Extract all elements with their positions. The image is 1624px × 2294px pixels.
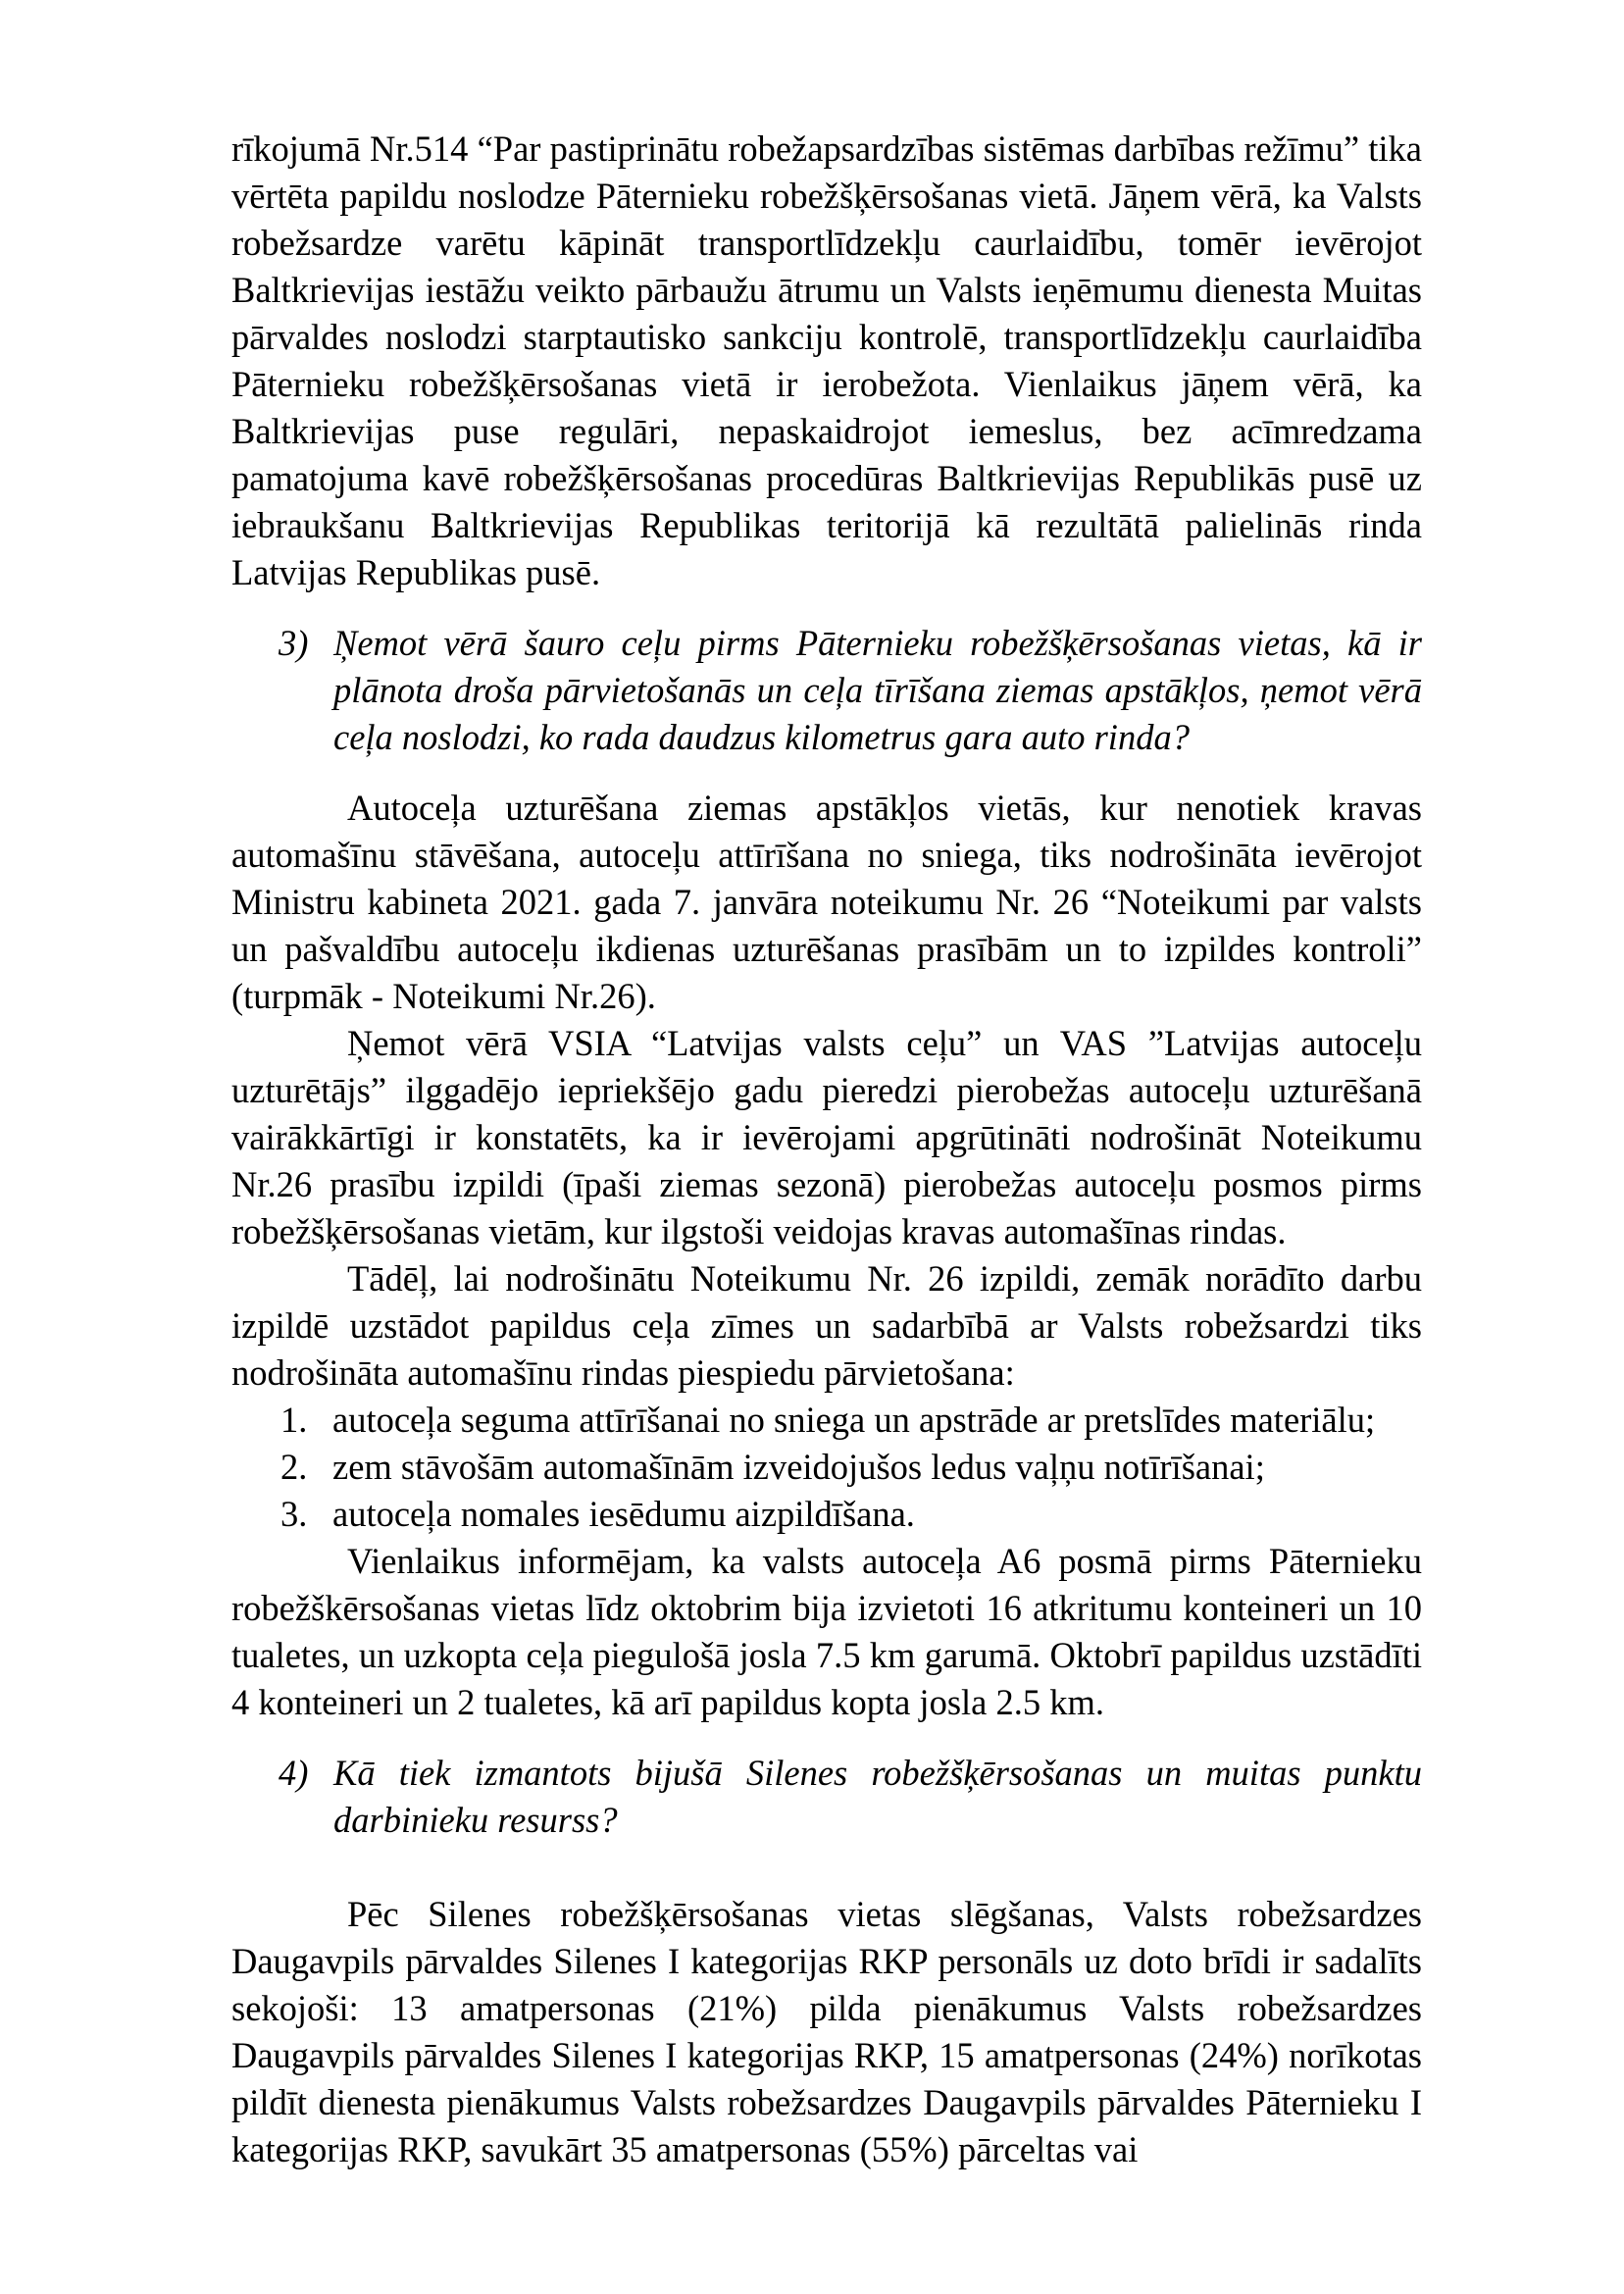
question-3-text: Ņemot vērā šauro ceļu pirms Pāternieku robežšķērsošanas vietas, kā ir plānota droša pārvietošanās un ceļa tīrīšana ziemas apstākļos, ņemot vērā ceļa noslodzi, ko rada daudzus kilometrus gara auto rinda? (333, 623, 1422, 757)
question-4 (231, 1750, 1422, 1844)
answer-4-paragraph-1: Pēc Silenes robežšķērsošanas vietas slēgšanas, Valsts robežsardzes Daugavpils pārvaldes Silenes I kategorijas RKP personāls uz doto brīdi ir sadalīts sekojoši: 13 amatpersonas (21%) pilda pienākumus Valsts robežsardzes Daugavpils pārvaldes Silenes I kategorijas RKP, 15 amatpersonas (24%) norīkotas pildīt dienesta pienākumus Valsts robežsardzes Daugavpils pārvaldes Pāternieku I kategorijas RKP, savukārt 35 amatpersonas (55%) pārceltas vai (231, 1894, 1422, 2169)
list-item (231, 1491, 1422, 1538)
answer-3-paragraph-3: Tādēļ, lai nodrošinātu Noteikumu Nr. 26 izpildi, zemāk norādīto darbu izpildē uzstādot papildus ceļa zīmes un sadarbībā ar Valsts robežsardzi tiks nodrošināta automašīnu rindas piespiedu pārvietošana: (231, 1258, 1422, 1393)
list-item-number: 2. (280, 1447, 308, 1487)
list-item-text: autoceļa seguma attīrīšanai no sniega un apstrāde ar pretslīdes materiālu; (332, 1400, 1376, 1440)
question-4-number: 4) (279, 1753, 309, 1793)
list-item-text: zem stāvošām automašīnām izveidojušos ledus vaļņu notīrīšanai; (332, 1447, 1265, 1487)
answer-3-paragraph-2: Ņemot vērā VSIA “Latvijas valsts ceļu” un VAS ”Latvijas autoceļu uzturētājs” ilggadējo iepriekšējo gadu pieredzi pierobežas autoceļu uzturēšanā vairākkārtīgi ir konstatēts, ka ir ievērojami apgrūtināti nodrošināt Noteikumu Nr.26 prasību izpildi (īpaši ziemas sezonā) pierobežas autoceļu posmos pirms robežšķērsošanas vietām, kur ilgstoši veidojas kravas automašīnas rindas. (231, 1023, 1422, 1251)
question-4-text: Kā tiek izmantots bijušā Silenes robežšķērsošanas un muitas punktu darbinieku resurss? (333, 1753, 1422, 1840)
measures-list (231, 1397, 1422, 1538)
answer-3-paragraph-1: Autoceļa uzturēšana ziemas apstākļos vietās, kur nenotiek kravas automašīnu stāvēšana, autoceļu attīrīšana no sniega, tiks nodrošināta ievērojot Ministru kabineta 2021. gada 7. janvāra noteikumu Nr. 26 “Noteikumi par valsts un pašvaldību autoceļu ikdienas uzturēšanas prasībām un to izpildes kontroli” (turpmāk - Noteikumi Nr.26). (231, 788, 1422, 1016)
paragraph-continuation: rīkojumā Nr.514 “Par pastiprinātu robežapsardzības sistēmas darbības režīmu” tika vērtēta papildu noslodze Pāternieku robežšķērsošanas vietā. Jāņem vērā, ka Valsts robežsardze varētu kāpināt transportlīdzekļu caurlaidību, tomēr ievērojot Baltkrievijas iestāžu veikto pārbaužu ātrumu un Valsts ieņēmumu dienesta Muitas pārvaldes noslodzi starptautisko sankciju kontrolē, transportlīdzekļu caurlaidība Pāternieku robežšķērsošanas vietā ir ierobežota. Vienlaikus jāņem vērā, ka Baltkrievijas puse regulāri, nepaskaidrojot iemeslus, bez acīmredzama pamatojuma kavē robežšķērsošanas procedūras Baltkrievijas Republikās pusē uz iebraukšanu Baltkrievijas Republikas teritorijā kā rezultātā palielinās rinda Latvijas Republikas pusē. (231, 128, 1422, 592)
question-3-number: 3) (279, 623, 309, 663)
list-item (231, 1397, 1422, 1444)
document-page (231, 126, 1422, 2173)
question-3 (231, 620, 1422, 761)
list-item-number: 3. (280, 1494, 308, 1534)
list-item (231, 1444, 1422, 1491)
list-item-text: autoceļa nomales iesēdumu aizpildīšana. (332, 1494, 915, 1534)
list-item-number: 1. (280, 1400, 308, 1440)
answer-3-paragraph-4: Vienlaikus informējam, ka valsts autoceļa A6 posmā pirms Pāternieku robežškērsošanas vietas līdz oktobrim bija izvietoti 16 atkritumu konteineri un 10 tualetes, un uzkopta ceļa piegulošā josla 7.5 km garumā. Oktobrī papildus uzstādīti 4 konteineri un 2 tualetes, kā arī papildus kopta josla 2.5 km. (231, 1541, 1422, 1722)
